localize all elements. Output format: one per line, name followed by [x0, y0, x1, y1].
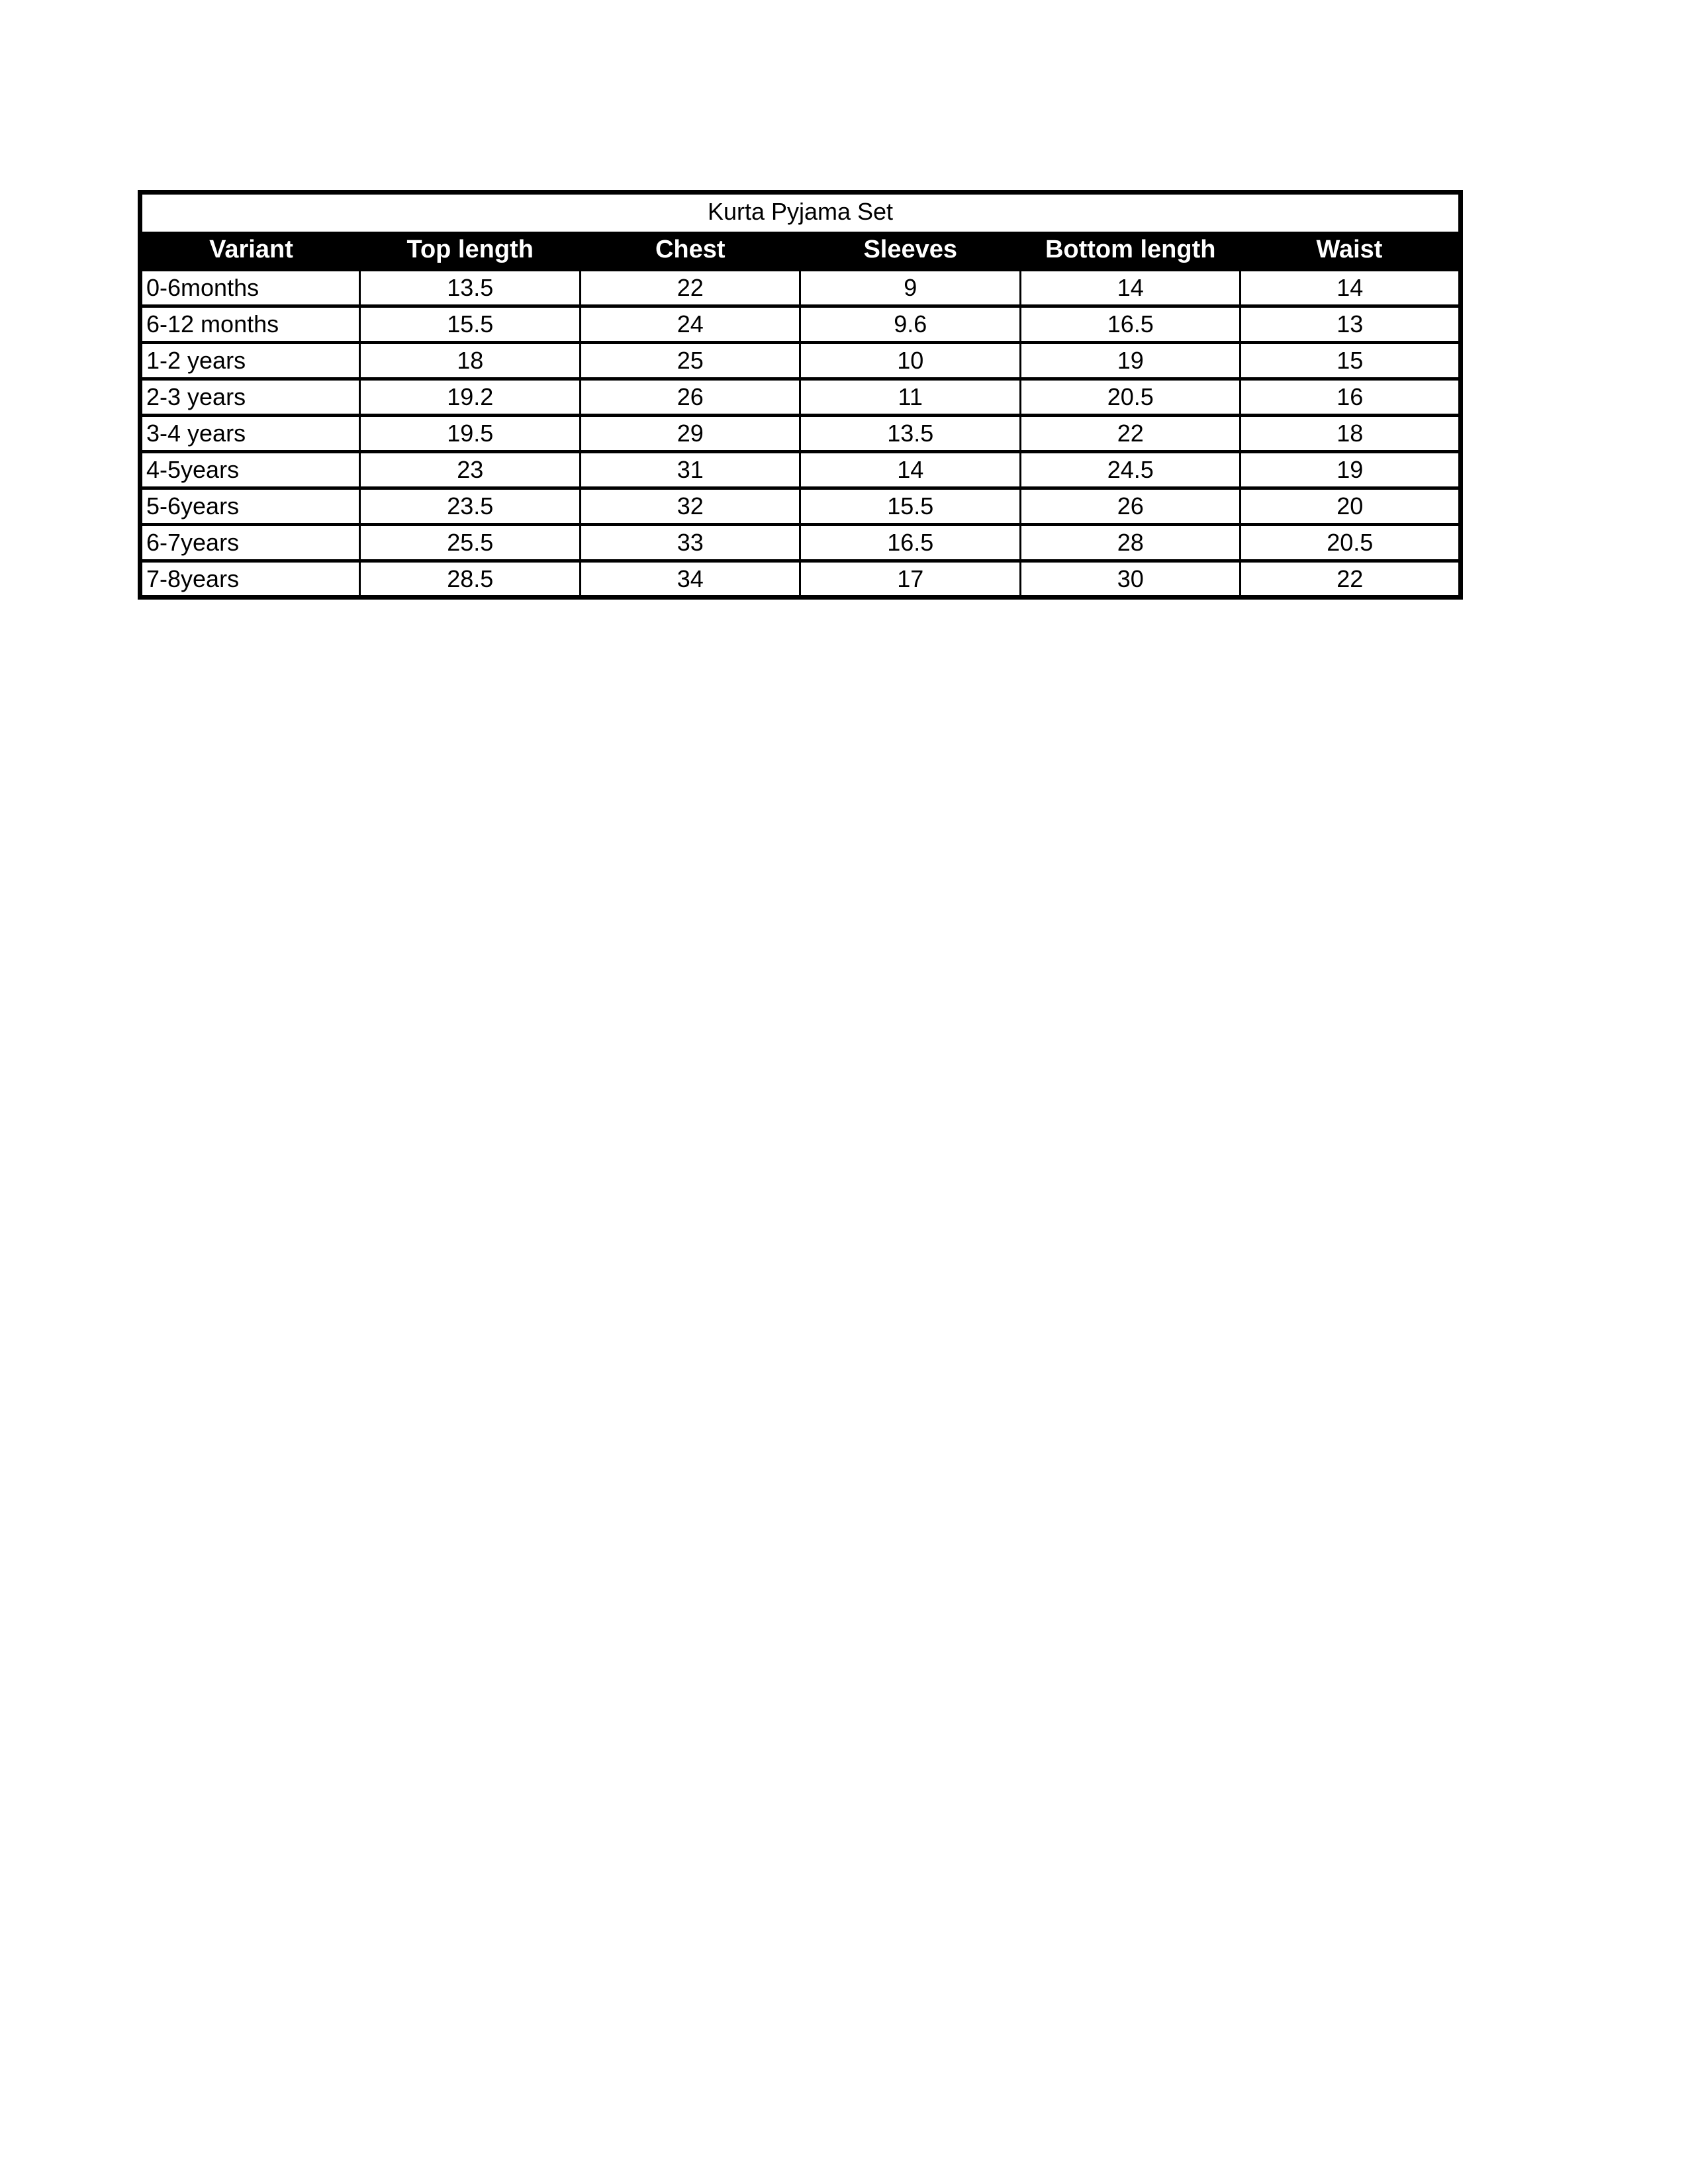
value-cell: 13: [1241, 306, 1461, 343]
table-row: [140, 379, 1461, 416]
value-cell: 18: [360, 343, 581, 379]
value-cell: 14: [1020, 270, 1241, 306]
variant-cell: 2-3 years: [140, 379, 360, 416]
variant-cell: 0-6months: [140, 270, 360, 306]
value-cell: 24: [580, 306, 800, 343]
value-cell: 20.5: [1241, 525, 1461, 561]
value-cell: 13.5: [800, 416, 1021, 452]
value-cell: 19: [1241, 452, 1461, 488]
variant-cell: 6-7years: [140, 525, 360, 561]
table-row: [140, 525, 1461, 561]
value-cell: 32: [580, 488, 800, 525]
column-header-4: Bottom length: [1020, 230, 1241, 270]
value-cell: 23: [360, 452, 581, 488]
value-cell: 26: [1020, 488, 1241, 525]
variant-cell: 6-12 months: [140, 306, 360, 343]
table-body: [140, 270, 1461, 598]
table-header-row: [140, 230, 1461, 270]
value-cell: 23.5: [360, 488, 581, 525]
value-cell: 18: [1241, 416, 1461, 452]
value-cell: 34: [580, 561, 800, 598]
value-cell: 30: [1020, 561, 1241, 598]
value-cell: 16.5: [1020, 306, 1241, 343]
value-cell: 22: [580, 270, 800, 306]
column-header-2: Chest: [580, 230, 800, 270]
variant-cell: 5-6years: [140, 488, 360, 525]
value-cell: 22: [1241, 561, 1461, 598]
variant-cell: 3-4 years: [140, 416, 360, 452]
value-cell: 17: [800, 561, 1021, 598]
table-row: [140, 416, 1461, 452]
value-cell: 16: [1241, 379, 1461, 416]
variant-cell: 1-2 years: [140, 343, 360, 379]
value-cell: 15.5: [800, 488, 1021, 525]
value-cell: 19.2: [360, 379, 581, 416]
column-header-5: Waist: [1241, 230, 1461, 270]
value-cell: 22: [1020, 416, 1241, 452]
column-header-3: Sleeves: [800, 230, 1021, 270]
value-cell: 9.6: [800, 306, 1021, 343]
value-cell: 9: [800, 270, 1021, 306]
value-cell: 11: [800, 379, 1021, 416]
value-cell: 13.5: [360, 270, 581, 306]
variant-cell: 7-8years: [140, 561, 360, 598]
table-row: [140, 452, 1461, 488]
table-row: [140, 488, 1461, 525]
value-cell: 14: [1241, 270, 1461, 306]
value-cell: 29: [580, 416, 800, 452]
value-cell: 19: [1020, 343, 1241, 379]
value-cell: 16.5: [800, 525, 1021, 561]
value-cell: 31: [580, 452, 800, 488]
size-chart-table: [138, 190, 1463, 600]
table-row: [140, 270, 1461, 306]
value-cell: 28: [1020, 525, 1241, 561]
value-cell: 33: [580, 525, 800, 561]
column-header-0: Variant: [140, 230, 360, 270]
value-cell: 15.5: [360, 306, 581, 343]
value-cell: 28.5: [360, 561, 581, 598]
value-cell: 20.5: [1020, 379, 1241, 416]
value-cell: 25: [580, 343, 800, 379]
table-row: [140, 343, 1461, 379]
table-row: [140, 306, 1461, 343]
column-header-1: Top length: [360, 230, 581, 270]
value-cell: 14: [800, 452, 1021, 488]
value-cell: 20: [1241, 488, 1461, 525]
value-cell: 19.5: [360, 416, 581, 452]
value-cell: 25.5: [360, 525, 581, 561]
value-cell: 10: [800, 343, 1021, 379]
value-cell: 24.5: [1020, 452, 1241, 488]
table-title: Kurta Pyjama Set: [140, 193, 1461, 230]
variant-cell: 4-5years: [140, 452, 360, 488]
value-cell: 15: [1241, 343, 1461, 379]
table-row: [140, 561, 1461, 598]
value-cell: 26: [580, 379, 800, 416]
table-title-row: [140, 193, 1461, 230]
